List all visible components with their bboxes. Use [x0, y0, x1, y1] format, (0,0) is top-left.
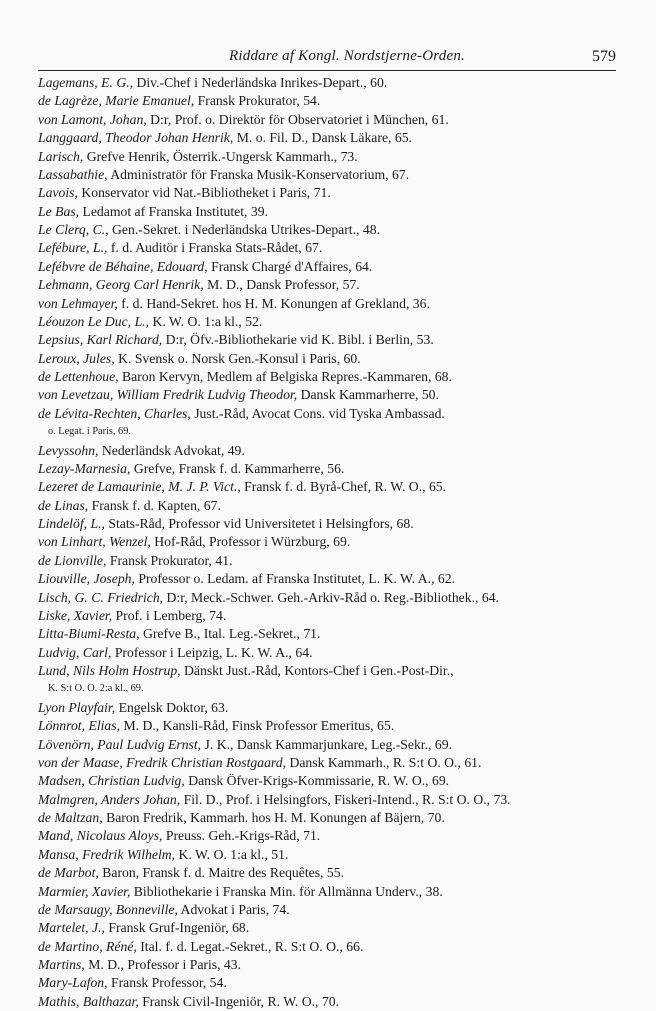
entry-name: Liske, Xavier,	[38, 607, 113, 623]
entry-name: Larisch,	[38, 148, 84, 164]
entry-details: Engelsk Doktor, 63.	[115, 699, 229, 715]
entry-name: von Lamont, Johan,	[38, 111, 147, 127]
entry-name: de Marbot,	[38, 865, 99, 881]
register-entry	[38, 956, 616, 974]
header-rule	[38, 70, 616, 71]
entry-details: Fransk Professor, 54.	[107, 975, 227, 991]
entry-name: Le Bas,	[38, 203, 80, 219]
entry-details: Hof-Råd, Professor i Würzburg, 69.	[150, 534, 351, 550]
entry-name: Lisch, G. C. Friedrich,	[38, 589, 164, 605]
entry-details: Grefve, Fransk f. d. Kammarherre, 56.	[130, 460, 345, 476]
entry-details: Fransk Gruf-Ingeniör, 68.	[104, 920, 250, 936]
entry-list	[38, 74, 616, 1011]
entry-name: Lövenörn, Paul Ludvig Ernst,	[38, 736, 202, 752]
register-entry	[38, 809, 616, 827]
register-entry	[38, 827, 616, 845]
entry-details: M. D., Dansk Professor, 57.	[203, 277, 360, 293]
register-entry	[38, 166, 616, 184]
entry-details: Preuss. Geh.-Krigs-Råd, 71.	[162, 828, 321, 844]
register-entry	[38, 846, 616, 864]
page-header	[38, 48, 616, 70]
entry-name: Leroux, Jules,	[38, 350, 115, 366]
entry-name: Lezeret de Lamaurinie, M. J. P. Vict.,	[38, 479, 241, 495]
register-entry	[38, 736, 616, 754]
entry-details: M. o. Fil. D., Dansk Läkare, 65.	[233, 130, 412, 146]
entry-name: de Maltzan,	[38, 810, 103, 825]
entry-details: Administratör för Franska Musik-Konservatorium, 67.	[107, 166, 410, 182]
register-entry	[38, 901, 616, 919]
register-entry	[38, 368, 616, 386]
entry-details: Nederländsk Advokat, 49.	[98, 442, 245, 458]
entry-details: Fransk f. d. Kapten, 67.	[88, 497, 221, 513]
entry-details: Ital. f. d. Legat.-Sekret., R. S:t O. O., 66.	[136, 938, 364, 954]
register-entry	[38, 295, 616, 313]
register-entry	[38, 184, 616, 202]
entry-details: D:r, Prof. o. Direktör för Observatoriet i München, 61.	[146, 111, 449, 127]
entry-name: Lund, Nils Holm Hostrup,	[38, 663, 181, 678]
entry-name: Marmier, Xavier,	[38, 883, 131, 899]
entry-details: Professor o. Ledam. af Franska Institutet, L. K. W. A., 62.	[134, 571, 456, 587]
entry-details: Fransk Chargé d'Affaires, 64.	[207, 258, 373, 274]
entry-details: D:r, Öfv.-Bibliothekarie vid K. Bibl. i Berlin, 53.	[162, 332, 434, 348]
entry-details: Dansk Kammarh., R. S:t O. O., 61.	[286, 754, 482, 770]
entry-details: f. d. Hand-Sekret. hos H. M. Konungen af Grekland, 36.	[117, 295, 430, 311]
entry-name: Mand, Nicolaus Aloys,	[38, 828, 163, 844]
register-entry	[38, 919, 616, 937]
entry-name: von Levetzau, William Fredrik Ludvig Theodor,	[38, 387, 298, 403]
entry-details: J. K., Dansk Kammarjunkare, Leg.-Sekr., 69.	[201, 736, 452, 752]
entry-details: Dänskt Just.-Råd, Kontors-Chef i Gen.-Post-Dir.,	[180, 663, 454, 678]
entry-details: Ledamot af Franska Institutet, 39.	[79, 203, 268, 219]
register-entry	[38, 993, 616, 1011]
entry-name: Lyon Playfair,	[38, 699, 116, 715]
register-entry	[38, 460, 616, 478]
register-entry	[38, 791, 616, 809]
entry-details: Dansk Kammarherre, 50.	[297, 387, 439, 403]
entry-name: von Linhart, Wenzel,	[38, 534, 151, 550]
entry-details: K. Svensk o. Norsk Gen.-Konsul i Paris, 60.	[114, 350, 361, 366]
entry-name: Langgaard, Theodor Johan Henrik,	[38, 130, 234, 146]
entry-details: o. Legat. i Paris, 69.	[48, 426, 131, 438]
entry-name: Martelet, J.,	[38, 920, 105, 936]
register-entry	[38, 533, 616, 551]
entry-details: Prof. i Lemberg, 74.	[112, 607, 227, 623]
entry-name: Lagemans, E. G.,	[38, 75, 134, 90]
register-entry	[38, 148, 616, 166]
entry-name: Lezay-Marnesia,	[38, 460, 131, 476]
register-entry	[38, 129, 616, 147]
entry-details: Advokat i Paris, 74.	[177, 901, 290, 917]
entry-details: Baron Fredrik, Kammarh. hos H. M. Konungen af Bäjern, 70.	[102, 810, 445, 825]
register-entry	[38, 938, 616, 956]
entry-name: Lindelöf, L.,	[38, 516, 105, 531]
entry-details: K. W. O. 1:a kl., 51.	[175, 846, 289, 862]
entry-details: Professor i Leipzig, L. K. W. A., 64.	[111, 644, 313, 660]
entry-details: Fransk Prokurator, 41.	[106, 552, 233, 568]
entry-name: Madsen, Christian Ludvig,	[38, 773, 185, 789]
entry-name: Lassabathie,	[38, 166, 108, 182]
entry-name: de Linas,	[38, 497, 89, 513]
entry-name: de Martino, Réné,	[38, 938, 137, 954]
register-entry	[38, 405, 616, 423]
register-entry	[38, 662, 616, 680]
register-entry	[38, 92, 616, 110]
entry-details: Dansk Öfver-Krigs-Kommissarie, R. W. O., 69.	[184, 773, 450, 789]
entry-details: Baron, Fransk f. d. Maitre des Requêtes, 55.	[98, 865, 345, 881]
entry-details: Gen.-Sekret. i Nederländska Utrikes-Depart., 48.	[108, 222, 380, 237]
register-entry	[38, 497, 616, 515]
entry-name: Lönnrot, Elias,	[38, 718, 121, 734]
register-entry	[38, 607, 616, 625]
entry-name: Litta-Biumi-Resta,	[38, 626, 140, 642]
register-entry	[38, 111, 616, 129]
register-entry	[38, 313, 616, 331]
entry-name: de Lévita-Rechten, Charles,	[38, 405, 191, 421]
register-entry	[38, 864, 616, 882]
register-entry	[38, 203, 616, 221]
entry-name: Malmgren, Anders Johan,	[38, 791, 181, 807]
entry-name: Léouzon Le Duc, L.,	[38, 313, 150, 329]
register-entry	[38, 258, 616, 276]
entry-details: K. W. O. 1:a kl., 52.	[149, 313, 263, 329]
entry-continuation-line	[38, 423, 616, 441]
register-entry	[38, 239, 616, 257]
entry-name: Mathis, Balthazar,	[38, 993, 139, 1009]
page-number: 579	[592, 48, 616, 65]
entry-details: Fransk Civil-Ingeniör, R. W. O., 70.	[138, 993, 339, 1009]
register-entry	[38, 552, 616, 570]
register-entry	[38, 772, 616, 790]
entry-name: de Lettenhoue,	[38, 369, 119, 384]
entry-details: M. D., Professor i Paris, 43.	[84, 957, 242, 972]
entry-name: Lefébure, L.,	[38, 240, 108, 256]
entry-name: Lehmann, Georg Carl Henrik,	[38, 277, 204, 293]
entry-details: f. d. Auditör i Franska Stats-Rådet, 67.	[107, 240, 323, 256]
entry-details: Div.-Chef i Nederländska Inrikes-Depart., 60.	[133, 75, 388, 90]
entry-name: Martins,	[38, 957, 85, 972]
register-entry	[38, 625, 616, 643]
entry-name: Levyssohn,	[38, 442, 99, 458]
entry-name: Lepsius, Karl Richard,	[38, 332, 163, 348]
register-entry	[38, 754, 616, 772]
entry-details: D:r, Meck.-Schwer. Geh.-Arkiv-Råd o. Reg.-Bibliothek., 64.	[163, 589, 499, 605]
running-title: Riddare af Kongl. Nordstjerne-Orden.	[229, 48, 465, 64]
entry-name: Ludvig, Carl,	[38, 644, 112, 660]
entry-details: Grefve Henrik, Österrik.-Ungersk Kammarh., 73.	[83, 148, 358, 164]
entry-name: Mary-Lafon,	[38, 975, 108, 991]
register-entry	[38, 515, 616, 533]
register-entry	[38, 331, 616, 349]
register-entry	[38, 442, 616, 460]
entry-details: Fransk Prokurator, 54.	[194, 93, 321, 109]
register-entry	[38, 717, 616, 735]
register-entry	[38, 276, 616, 294]
entry-name: Le Clerq, C.,	[38, 222, 109, 237]
entry-details: Grefve B., Ital. Leg.-Sekret., 71.	[139, 626, 321, 642]
entry-name: Lavois,	[38, 185, 78, 201]
register-entry	[38, 589, 616, 607]
entry-continuation-line	[38, 680, 616, 698]
entry-name: Lefébvre de Béhaine, Edouard,	[38, 258, 208, 274]
entry-details: Bibliothekarie i Franska Min. för Allmänna Underv., 38.	[130, 883, 443, 899]
register-entry	[38, 699, 616, 717]
entry-name: Liouville, Joseph,	[38, 571, 135, 587]
entry-details: M. D., Kansli-Råd, Finsk Professor Emeritus, 65.	[120, 718, 395, 734]
entry-details: Fil. D., Prof. i Helsingfors, Fiskeri-Intend., R. S:t O. O., 73.	[180, 791, 511, 807]
register-entry	[38, 883, 616, 901]
entry-name: de Lionville,	[38, 552, 107, 568]
register-entry	[38, 350, 616, 368]
register-entry	[38, 478, 616, 496]
entry-name: Mansa, Fredrik Wilhelm,	[38, 846, 176, 862]
register-entry	[38, 974, 616, 992]
entry-details: Baron Kervyn, Medlem af Belgiska Repres.-Kammaren, 68.	[118, 369, 452, 384]
entry-details: Konservator vid Nat.-Bibliotheket i Paris, 71.	[77, 185, 331, 201]
entry-name: von der Maase, Fredrik Christian Rostgaard,	[38, 754, 287, 770]
register-entry	[38, 221, 616, 239]
register-entry	[38, 644, 616, 662]
register-entry	[38, 570, 616, 588]
register-entry	[38, 74, 616, 92]
entry-details: Just.-Råd, Avocat Cons. vid Tyska Ambassad.	[190, 405, 445, 421]
entry-name: de Lagrèze, Marie Emanuel,	[38, 93, 195, 109]
entry-name: von Lehmayer,	[38, 295, 118, 311]
entry-details: K. S:t O. O. 2:a kl., 69.	[48, 683, 144, 695]
entry-details: Stats-Råd, Professor vid Universitetet i Helsingfors, 68.	[104, 516, 414, 531]
entry-name: de Marsaugy, Bonneville,	[38, 901, 178, 917]
register-entry	[38, 386, 616, 404]
entry-details: Fransk f. d. Byrå-Chef, R. W. O., 65.	[240, 479, 447, 495]
